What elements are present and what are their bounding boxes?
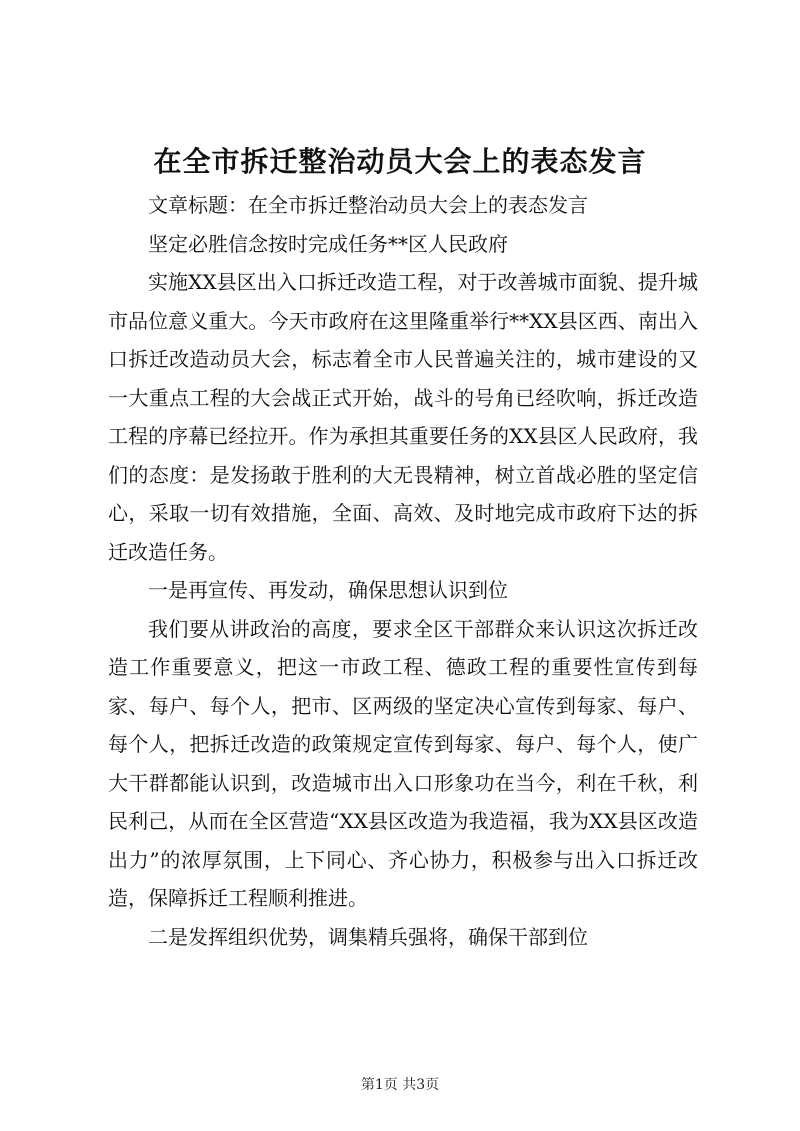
page-footer: 第1页 共3页 — [360, 1077, 440, 1093]
section-1-paragraph: 我们要从讲政治的高度，要求全区干部群众来认识这次拆迁改造工作重要意义，把这一市政工程、德政工程的重要性宣传到每家、每户、每个人，把市、区两级的坚定决心宣传到每家、每户、每个人，把拆迁改造的政策规定宣传到每家、每户、每个人，使广大干群都能认识到，改造城市出入口形象功在当今，利在千秋，利民利己，从而在全区营造“XX县区改造为我造福，我为XX县区改造出力”的浓厚氛围，上下同心、齐心协力，积极参与出入口拆迁改造，保障拆迁工程顺利推进。 — [108, 616, 698, 910]
article-title-line: 文章标题：在全市拆迁整治动员大会上的表态发言 — [148, 193, 588, 217]
section-heading-2: 二是发挥组织优势，调集精兵强将，确保干部到位 — [148, 924, 588, 949]
section-heading-1: 一是再宣传、再发动，确保思想认识到位 — [148, 578, 508, 602]
subtitle-line: 坚定必胜信念按时完成任务**区人民政府 — [148, 231, 508, 256]
intro-paragraph: 实施XX县区出入口拆迁改造工程，对于改善城市面貌、提升城市品位意义重大。今天市政府在这里隆重举行**XX县区西、南出入口拆迁改造动员大会，标志着全市人民普遍关注的，城市建设的又一大重点工程的大会战正式开始，战斗的号角已经吹响，拆迁改造工程的序幕已经拉开。作为承担其重要任务的XX县区人民政府，我们的态度：是发扬敢于胜利的大无畏精神，树立首战必胜的坚定信心，采取一切有效措施，全面、高效、及时地完成市政府下达的拆迁改造任务。 — [108, 270, 698, 564]
document-body — [108, 186, 698, 956]
document-title: 在全市拆迁整治动员大会上的表态发言 — [153, 145, 647, 178]
